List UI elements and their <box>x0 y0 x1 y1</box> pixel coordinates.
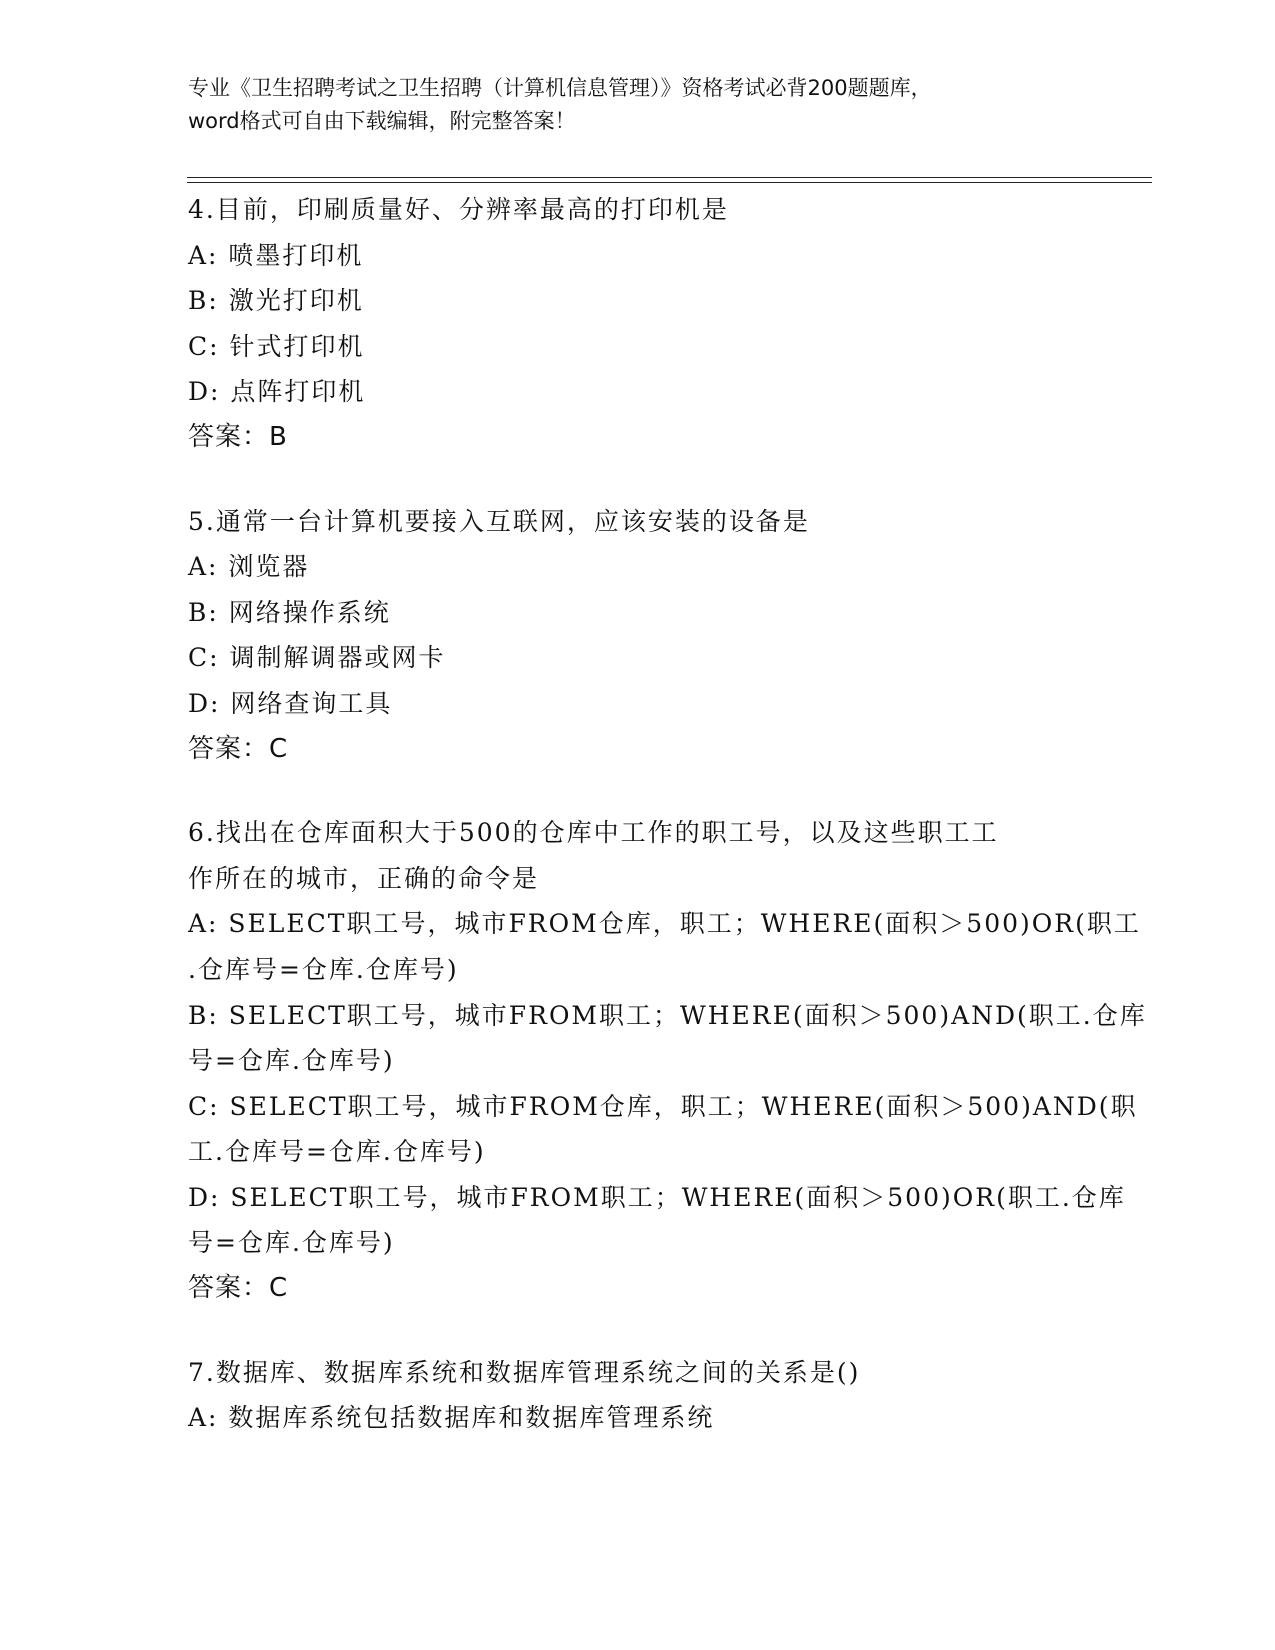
option-d: D: 网络查询工具 <box>188 688 393 718</box>
option-b-line-2: 号=仓库.仓库号) <box>188 1046 395 1076</box>
header-line-2: word格式可自由下载编辑，附完整答案！ <box>188 109 576 133</box>
option-c-line-2: 工.仓库号=仓库.仓库号) <box>188 1137 486 1167</box>
answer: 答案：C <box>188 733 289 764</box>
option-c-line-1: C: SELECT职工号，城市FROM仓库，职工；WHERE(面积＞500)AND(职 <box>188 1091 1138 1121</box>
option-d: D: 点阵打印机 <box>188 377 366 407</box>
question-stem: 7.数据库、数据库系统和数据库管理系统之间的关系是() <box>188 1357 861 1387</box>
question-stem-line-1: 6.找出在仓库面积大于500的仓库中工作的职工号，以及这些职工工 <box>188 818 999 848</box>
option-b: B: 激光打印机 <box>188 286 364 316</box>
option-b-line-1: B: SELECT职工号，城市FROM职工；WHERE(面积＞500)AND(职工.仓库 <box>188 1000 1147 1030</box>
header-divider-bottom <box>187 182 1152 183</box>
document-header <box>188 72 1088 138</box>
question-list <box>188 187 1147 1479</box>
option-a-line-1: A: SELECT职工号，城市FROM仓库，职工；WHERE(面积＞500)OR(职工 <box>188 909 1141 939</box>
header-line-1: 专业《卫生招聘考试之卫生招聘（计算机信息管理）》资格考试必背200题题库， <box>188 76 932 100</box>
header-divider-top <box>187 177 1152 178</box>
option-a: A: 喷墨打印机 <box>188 240 364 270</box>
answer: 答案：C <box>188 1273 289 1304</box>
option-a: A: 数据库系统包括数据库和数据库管理系统 <box>188 1403 715 1433</box>
question-stem: 5.通常一台计算机要接入互联网，应该安装的设备是 <box>188 506 810 536</box>
question-6 <box>188 810 1147 1312</box>
option-d-line-2: 号=仓库.仓库号) <box>188 1228 395 1258</box>
question-7 <box>188 1350 1088 1441</box>
question-5 <box>188 499 1088 773</box>
option-c: C: 调制解调器或网卡 <box>188 643 446 673</box>
question-stem: 4.目前，印刷质量好、分辨率最高的打印机是 <box>188 195 729 224</box>
option-a: A: 浏览器 <box>188 552 310 582</box>
question-4 <box>188 187 1088 461</box>
answer: 答案：B <box>188 421 288 452</box>
question-stem-line-2: 作所在的城市，正确的命令是 <box>188 863 540 893</box>
option-c: C: 针式打印机 <box>188 331 365 361</box>
option-a-line-2: .仓库号=仓库.仓库号) <box>188 954 459 984</box>
option-b: B: 网络操作系统 <box>188 597 391 627</box>
option-d-line-1: D: SELECT职工号，城市FROM职工；WHERE(面积＞500)OR(职工.仓库 <box>188 1182 1126 1212</box>
